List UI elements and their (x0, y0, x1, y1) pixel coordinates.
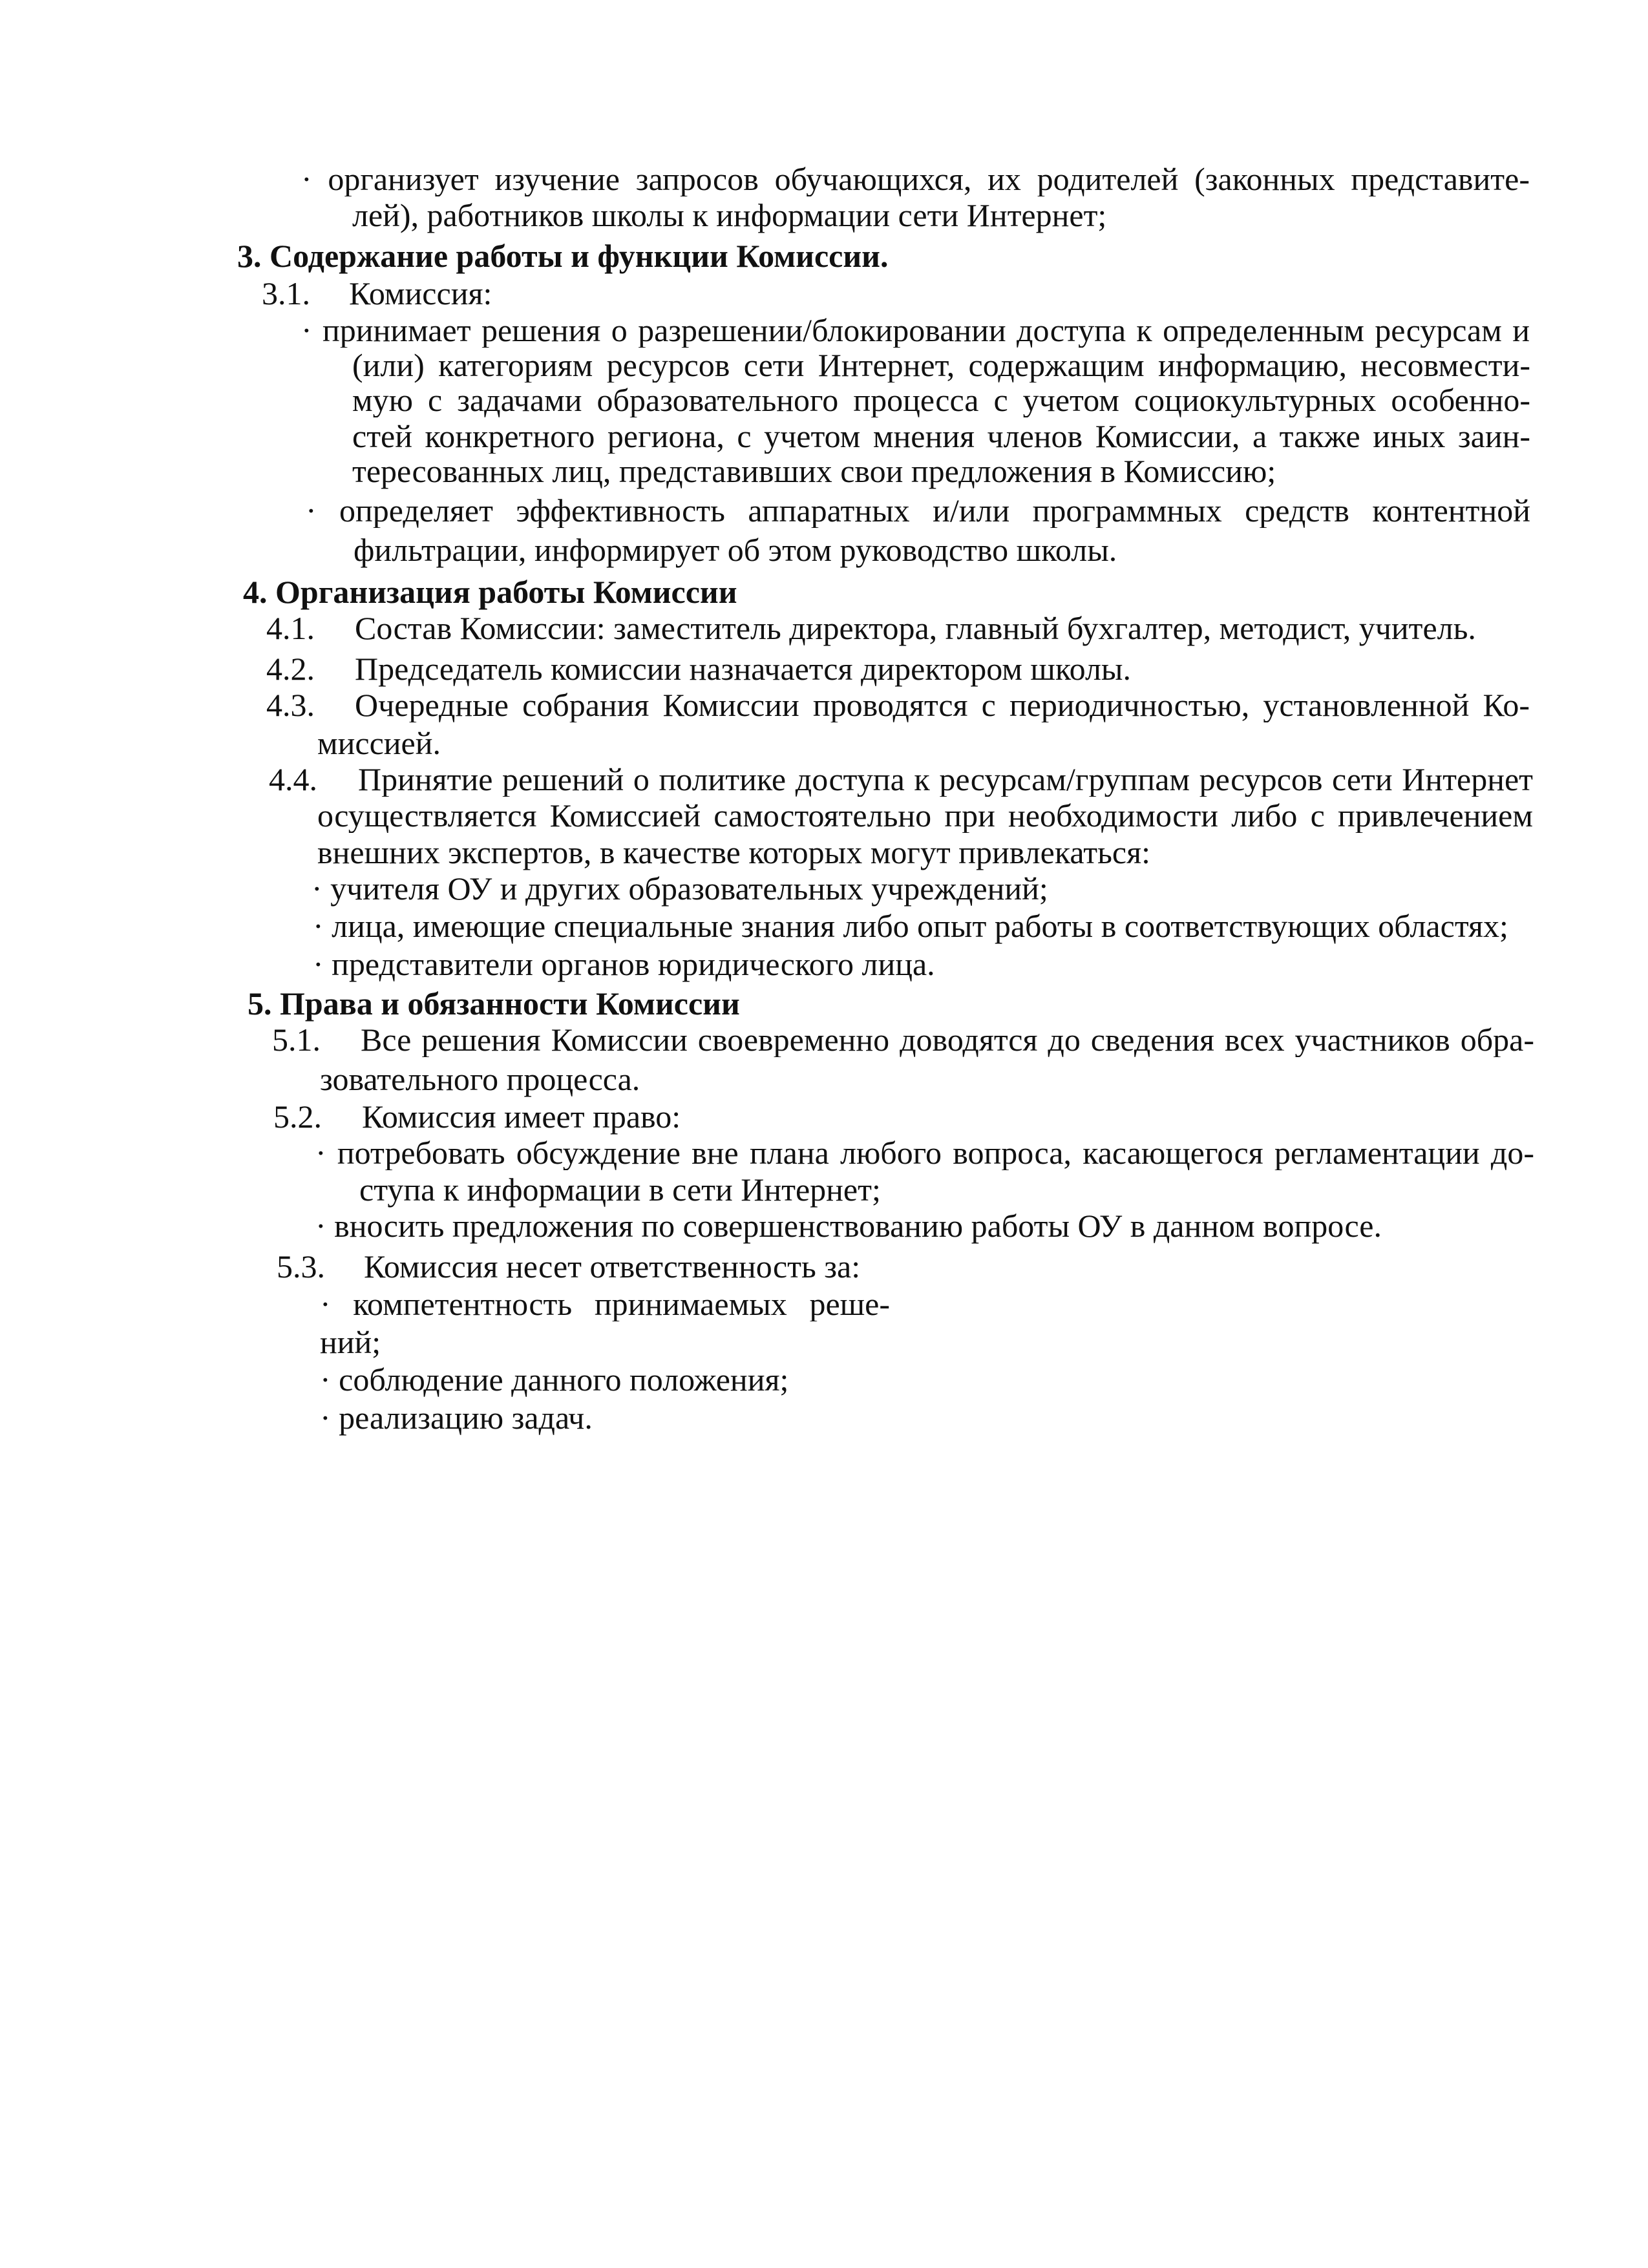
bullet-line: ний; (320, 1324, 381, 1360)
bullet-line: · соблюдение данного положения; (320, 1361, 789, 1398)
item-text: внешних экспертов, в качестве которых могут привлекаться: (317, 834, 1150, 870)
item-text: Все решения Комиссии своевременно доводятся до сведения всех участников обра- (361, 1022, 1534, 1057)
bullet-line: · учителя ОУ и других образовательных учреждений; (312, 870, 1048, 907)
bullet-line: · потребовать обсуждение вне плана любого вопроса, касающегося регламентации до- (315, 1135, 1534, 1170)
item-text: зовательного процесса. (320, 1061, 640, 1097)
bullet-line: · компетентность принимаемых реше- (320, 1286, 890, 1321)
bullet-line: лей), работников школы к информации сети Интернет; (352, 197, 1107, 233)
bullet-line: · принимает решения о разрешении/блокировании доступа к определенным ресурсам и (301, 313, 1530, 348)
item-text: Принятие решений о политике доступа к ресурсам/группам ресурсов сети Интернет (358, 762, 1533, 797)
bullet-line: · реализацию задач. (320, 1400, 593, 1436)
bullet-line: · организует изучение запросов обучающихся, их родителей (законных представите- (301, 162, 1530, 196)
section-3-heading: 3. Содержание работы и функции Комиссии. (237, 238, 889, 274)
item-number: 5.3. (277, 1248, 325, 1285)
bullet-line: · представители органов юридического лица. (313, 946, 935, 982)
item-number: 5.1. (272, 1022, 321, 1058)
item-number: 4.2. (266, 651, 315, 687)
bullet-line: · определяет эффективность аппаратных и/или программных средств контентной (306, 493, 1530, 528)
item-text: Комиссия имеет право: (362, 1098, 681, 1135)
item-number: 3.1. (262, 275, 310, 311)
item-number: 4.4. (269, 761, 317, 797)
item-text: Комиссия несет ответственность за: (364, 1248, 861, 1285)
bullet-line: тересованных лиц, представивших свои предложения в Комиссию; (352, 453, 1276, 489)
section-5-heading: 5. Права и обязанности Комиссии (248, 985, 740, 1022)
section-4-heading: 4. Организация работы Комиссии (243, 574, 737, 610)
bullet-line: стей конкретного региона, с учетом мнения членов Комиссии, а также иных заин- (352, 419, 1530, 454)
bullet-line: мую с задачами образовательного процесса с учетом социокультурных особенно- (352, 383, 1530, 417)
item-text: миссией. (317, 725, 441, 761)
item-number: 4.1. (266, 610, 315, 646)
item-number: 5.2. (273, 1098, 322, 1135)
bullet-line: (или) категориям ресурсов сети Интернет, содержащим информацию, несовмести- (352, 348, 1530, 383)
bullet-line: · лица, имеющие специальные знания либо опыт работы в соответствующих областях; (313, 908, 1508, 944)
bullet-line: · вносить предложения по совершенствованию работы ОУ в данном вопросе. (315, 1208, 1382, 1244)
item-text: Председатель комиссии назначается директором школы. (355, 651, 1132, 687)
item-text: Очередные собрания Комиссии проводятся с периодичностью, установленной Ко- (355, 688, 1530, 722)
item-text: Состав Комиссии: заместитель директора, главный бухгалтер, методист, учитель. (355, 610, 1476, 646)
item-text: осуществляется Комиссией самостоятельно при необходимости либо с привлечением (317, 798, 1533, 833)
item-text: Комиссия: (349, 275, 492, 311)
bullet-line: ступа к информации в сети Интернет; (359, 1171, 881, 1208)
bullet-line: фильтрации, информирует об этом руководство школы. (354, 532, 1117, 568)
item-number: 4.3. (266, 687, 315, 723)
